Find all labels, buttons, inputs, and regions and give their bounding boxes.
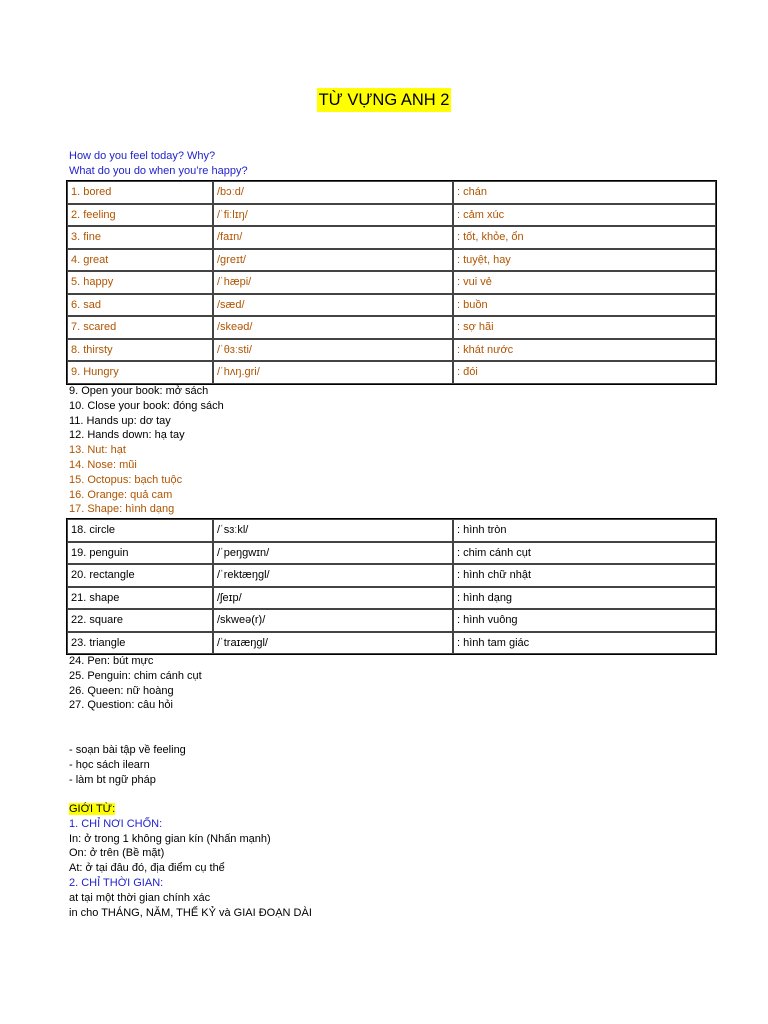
- list-item: 17. Shape: hình dạng: [69, 503, 175, 516]
- question-line: How do you feel today? Why?: [69, 150, 216, 162]
- table-row: [67, 294, 716, 317]
- table-row: [67, 271, 716, 294]
- place-heading: 1. CHỈ NƠI CHỐN:: [69, 817, 163, 830]
- time-heading: 2. CHỈ THỜI GIAN:: [69, 876, 164, 889]
- table-row: [67, 249, 716, 272]
- meaning-cell: : khát nước: [453, 339, 716, 362]
- list-item: 10. Close your book: đóng sách: [69, 399, 224, 412]
- word-cell: 1. bored: [67, 181, 213, 204]
- table-row: [67, 609, 716, 632]
- table-row: [67, 587, 716, 610]
- list-item: 24. Pen: bút mực: [69, 655, 154, 667]
- place-line: At: ở tại đâu đó, địa điểm cụ thể: [69, 862, 225, 875]
- vocab-list-1: [69, 384, 224, 517]
- word-cell: 6. sad: [67, 294, 213, 317]
- table-row: [67, 519, 716, 542]
- list-item: 25. Penguin: chim cánh cụt: [69, 669, 202, 682]
- list-item: 27. Question: câu hỏi: [69, 699, 173, 712]
- ipa-cell: /skeəd/: [213, 316, 453, 339]
- table-row: [67, 339, 716, 362]
- ipa-cell: /ˈsɜːkl/: [213, 519, 453, 542]
- word-cell: 23. triangle: [67, 632, 213, 655]
- ipa-cell: /ˈtraɪæŋgl/: [213, 632, 453, 655]
- ipa-cell: /ʃeɪp/: [213, 587, 453, 610]
- questions-block: [69, 149, 248, 179]
- list-item: 14. Nose: mũi: [69, 458, 137, 471]
- list-item: 15. Octopus: bạch tuộc: [69, 473, 183, 486]
- list-item: 11. Hands up: dơ tay: [69, 414, 171, 427]
- table-row: [67, 226, 716, 249]
- ipa-cell: /ˈθɜːsti/: [213, 339, 453, 362]
- meaning-cell: : chán: [453, 181, 716, 204]
- title-wrapper: [0, 88, 768, 112]
- list-item: 16. Orange: quả cam: [69, 488, 173, 501]
- list-item: 26. Queen: nữ hoàng: [69, 684, 174, 697]
- meaning-cell: : chim cánh cụt: [453, 542, 716, 565]
- ipa-cell: /ˈpeŋgwɪn/: [213, 542, 453, 565]
- place-line: On: ở trên (Bề mặt): [69, 847, 165, 860]
- vocab-list-2: [69, 654, 202, 713]
- task-item: - làm bt ngữ pháp: [69, 773, 156, 786]
- table-row: [67, 564, 716, 587]
- list-item: 12. Hands down: hạ tay: [69, 429, 185, 442]
- meaning-cell: : cảm xúc: [453, 204, 716, 227]
- grammar-heading: GIỚI TỪ:: [69, 803, 116, 815]
- meaning-cell: : vui vẻ: [453, 271, 716, 294]
- word-cell: 20. rectangle: [67, 564, 213, 587]
- word-cell: 9. Hungry: [67, 361, 213, 384]
- word-cell: 18. circle: [67, 519, 213, 542]
- table-row: [67, 632, 716, 655]
- ipa-cell: /bɔːd/: [213, 181, 453, 204]
- meaning-cell: : tốt, khỏe, ổn: [453, 226, 716, 249]
- table-row: [67, 542, 716, 565]
- ipa-cell: /sæd/: [213, 294, 453, 317]
- meaning-cell: : hình tam giác: [453, 632, 716, 655]
- place-line: In: ở trong 1 không gian kín (Nhấn mạnh): [69, 832, 271, 845]
- meaning-cell: : hình tròn: [453, 519, 716, 542]
- ipa-cell: /skweə(r)/: [213, 609, 453, 632]
- word-cell: 3. fine: [67, 226, 213, 249]
- ipa-cell: /ˈrektæŋgl/: [213, 564, 453, 587]
- task-item: - học sách ilearn: [69, 758, 150, 771]
- meaning-cell: : tuyệt, hay: [453, 249, 716, 272]
- page-title: TỪ VỰNG ANH 2: [317, 88, 452, 112]
- table-row: [67, 316, 716, 339]
- time-line: at tại một thời gian chính xác: [69, 891, 211, 904]
- list-item: 13. Nut: hạt: [69, 444, 126, 457]
- vocab-table-feelings: [66, 180, 717, 385]
- word-cell: 5. happy: [67, 271, 213, 294]
- table-row: [67, 181, 716, 204]
- table-row: [67, 361, 716, 384]
- meaning-cell: : hình chữ nhật: [453, 564, 716, 587]
- meaning-cell: : buồn: [453, 294, 716, 317]
- vocab-table-shapes: [66, 518, 717, 655]
- word-cell: 19. penguin: [67, 542, 213, 565]
- task-item: - soạn bài tập về feeling: [69, 744, 186, 756]
- meaning-cell: : sợ hãi: [453, 316, 716, 339]
- word-cell: 8. thirsty: [67, 339, 213, 362]
- word-cell: 7. scared: [67, 316, 213, 339]
- time-line: in cho THÁNG, NĂM, THẾ KỶ và GIAI ĐOẠN DÀI: [69, 906, 312, 919]
- word-cell: 4. great: [67, 249, 213, 272]
- ipa-cell: /ˈfiːlɪŋ/: [213, 204, 453, 227]
- word-cell: 2. feeling: [67, 204, 213, 227]
- ipa-cell: /faɪn/: [213, 226, 453, 249]
- ipa-cell: /greɪt/: [213, 249, 453, 272]
- table-row: [67, 204, 716, 227]
- word-cell: 22. square: [67, 609, 213, 632]
- word-cell: 21. shape: [67, 587, 213, 610]
- list-item: 9. Open your book: mở sách: [69, 385, 209, 397]
- ipa-cell: /ˈhʌŋ.gri/: [213, 361, 453, 384]
- grammar-section: [69, 802, 312, 920]
- question-line: What do you do when you’re happy?: [69, 164, 248, 177]
- tasks-block: [69, 743, 186, 787]
- meaning-cell: : hình vuông: [453, 609, 716, 632]
- meaning-cell: : hình dạng: [453, 587, 716, 610]
- ipa-cell: /ˈhæpi/: [213, 271, 453, 294]
- meaning-cell: : đói: [453, 361, 716, 384]
